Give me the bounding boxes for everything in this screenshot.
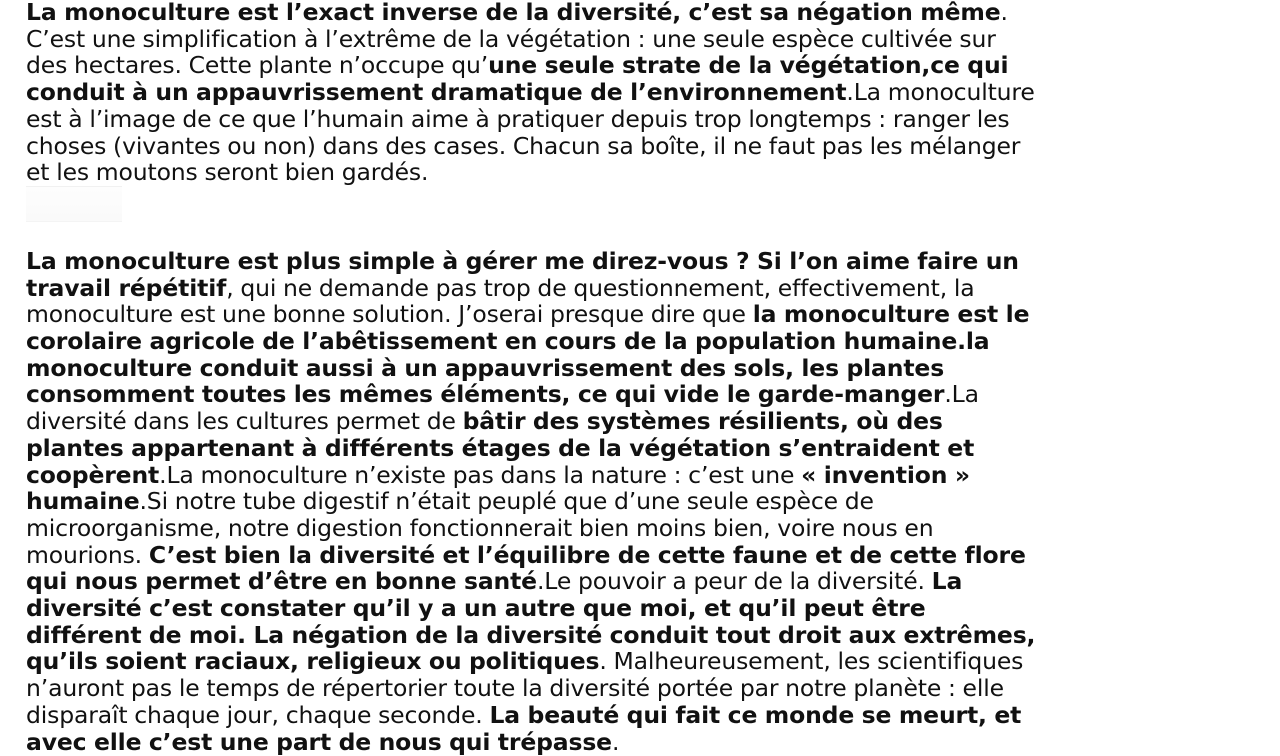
- text-run: .Si notre tube digestif n’était peuplé que d’une seule espèce de microorganisme, notre digestion fonctionnerait bien moins bien, voire nous en mourions.: [26, 487, 934, 569]
- text-run: . C’est une simplification à l’extrême de la végétation : une seule espèce cultivée sur des hectares. Cette plante n’occupe qu’: [26, 0, 1008, 80]
- text-run: « invention » humaine: [26, 460, 970, 516]
- text-run: La monoculture est l’exact inverse de la diversité, c’est sa négation même: [26, 0, 1001, 26]
- text-run: .: [611, 727, 620, 756]
- text-run: C’est bien la diversité et l’équilibre de cette faune et de cette flore qui nous permet d’être en bonne santé: [26, 540, 1026, 596]
- text-run: . Malheureusement, les scientifiques n’auront pas le temps de répertorier toute la diversité portée par notre planète : elle disparaît chaque jour, chaque seconde.: [26, 647, 1024, 729]
- text-run: .Le pouvoir a peur de la diversité.: [536, 567, 932, 596]
- text-run: La monoculture est plus simple à gérer me direz-vous ? Si l’on aime faire un travail répétitif: [26, 246, 1019, 302]
- text-run: la monoculture est le corolaire agricole de l’abêtissement en cours de la population humaine.la monoculture conduit aussi à un appauvrissement des sols, les plantes consomment toutes les mêmes éléments, ce qui vide le garde-manger: [26, 300, 1030, 409]
- image-placeholder: [26, 186, 122, 222]
- text-run: une seule strate de la végétation,ce qui conduit à un appauvrissement dramatique de l’environnement: [26, 51, 1009, 107]
- paragraph-monoculture-definition: [26, 0, 1036, 186]
- text-run: bâtir des systèmes résilients, où des plantes appartenant à différents étages de la végétation s’entraident et coopèrent: [26, 407, 975, 489]
- text-run: .La monoculture est à l’image de ce que l’humain aime à pratiquer depuis trop longtemps : ranger les choses (vivantes ou non) dans des cases. Chacun sa boîte, il ne faut pas les mélanger et les moutons seront bien gardés.: [26, 78, 1035, 187]
- article-body: [26, 0, 1036, 755]
- paragraph-monoculture-critique: [26, 248, 1036, 755]
- text-run: .La diversité dans les cultures permet de: [26, 380, 979, 436]
- text-run: La diversité c’est constater qu’il y a un autre que moi, et qu’il peut être différent de moi. La négation de la diversité conduit tout droit aux extrêmes, qu’ils soient raciaux, religieux ou politiques: [26, 567, 1036, 676]
- text-run: La beauté qui fait ce monde se meurt, et avec elle c’est une part de nous qui trépasse: [26, 700, 1022, 756]
- text-run: , qui ne demande pas trop de questionnement, effectivement, la monoculture est une bonne solution. J’oserai presque dire que: [26, 273, 975, 329]
- text-run: .La monoculture n’existe pas dans la nature : c’est une: [159, 460, 802, 489]
